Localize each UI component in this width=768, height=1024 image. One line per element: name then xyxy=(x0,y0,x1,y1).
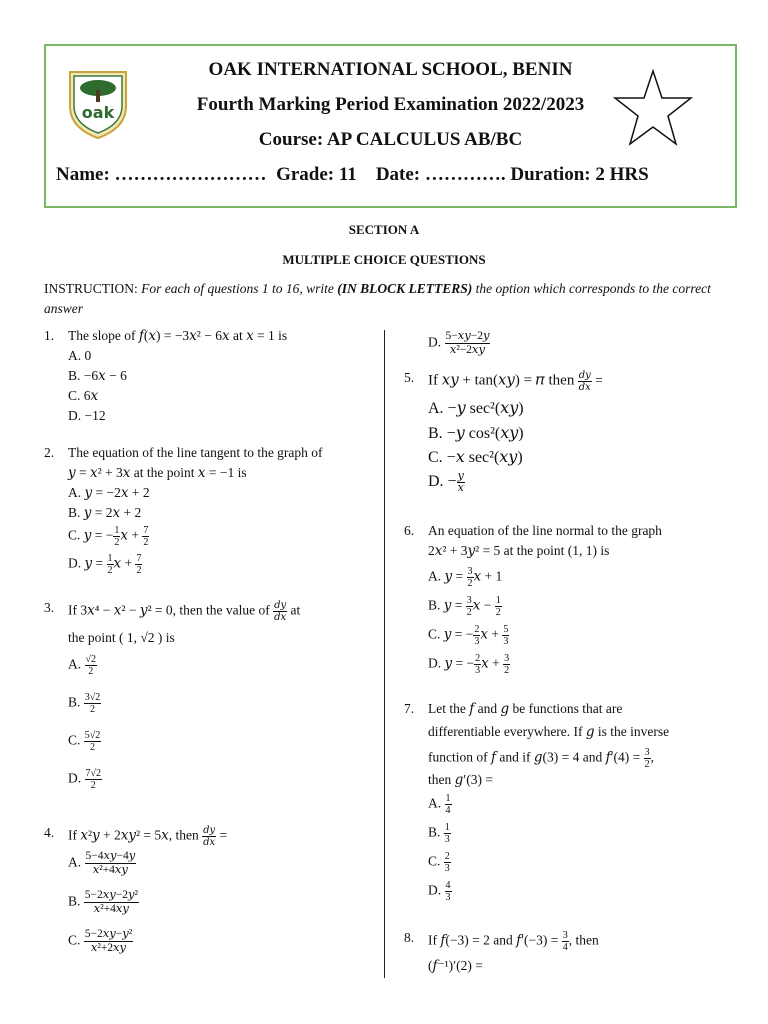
q8-stem-line2: (𝑓⁻¹)′(2) = xyxy=(428,958,483,973)
q7-stem-line4: then 𝑔′(3) = xyxy=(428,772,493,787)
q7-stem-line3: function of 𝑓 and if 𝑔(3) = 4 and 𝑓′(4) = $\frac{3}{2}$ , xyxy=(428,747,655,770)
name-field: Name: …………………… xyxy=(56,164,267,185)
q2-option-c: C. 𝑦 = − $\frac{1}{2}$ 𝑥 + $\frac{7}{2}$ xyxy=(68,525,149,548)
header-box xyxy=(44,44,737,208)
q6-option-c: C. 𝑦 = − $\frac{2}{3}$ 𝑥 + $\frac{5}{3}$ xyxy=(428,624,509,647)
q4-option-c: C. $\frac{\text{5−2𝑥𝑦−𝑦²}}{\text{𝑥²+2𝑥𝑦}}$ xyxy=(68,928,133,954)
instruction: INSTRUCTION: For each of questions 1 to 16, write (IN BLOCK LETTERS) the option which corresponds to the correct answer xyxy=(44,281,711,316)
q5-option-d: D. − $\frac{\text{𝑦}}{\text{𝑥}}$ xyxy=(428,470,464,494)
q5-option-c: C. −𝑥 sec²(𝑥𝑦) xyxy=(428,449,523,466)
q2-option-d: D. 𝑦 = $\frac{1}{2}$ 𝑥 + $\frac{7}{2}$ xyxy=(68,553,142,576)
q4-option-b: B. $\frac{\text{5−2𝑥𝑦−2𝑦²}}{\text{𝑥²+4𝑥𝑦}}$ xyxy=(68,889,138,915)
section-title: SECTION A xyxy=(348,222,420,237)
course-title: Course: AP CALCULUS AB/BC xyxy=(258,129,523,150)
q3-option-b: B. $\frac{3√2}{2}$ xyxy=(68,692,101,715)
q7-stem-line2: differentiable everywhere. If 𝑔 is the inverse xyxy=(428,724,670,739)
q3-option-a: A. $\frac{√2}{2}$ xyxy=(68,654,96,677)
q3-option-d: D. $\frac{7√2}{2}$ xyxy=(68,768,101,791)
q7-option-a: A. $\frac{1}{4}$ xyxy=(428,793,451,816)
q5-option-b: B. −𝑦 cos²(𝑥𝑦) xyxy=(428,425,524,442)
subsection-title: MULTIPLE CHOICE QUESTIONS xyxy=(282,252,486,267)
q6-stem-line2: 2𝑥² + 3𝑦² = 5 at the point (1, 1) is xyxy=(428,543,610,558)
q5-option-a: A. −𝑦 sec²(𝑥𝑦) xyxy=(428,400,524,417)
grade-field: Grade: 11 xyxy=(276,164,357,185)
q3-stem-line2: the point ( 1, √2 ) is xyxy=(68,630,175,645)
q7-option-b: B. $\frac{1}{3}$ xyxy=(428,822,450,845)
q1-option-d: D. −12 xyxy=(68,408,106,423)
q1-option-b: B. −6𝑥 − 6 xyxy=(68,368,127,383)
q2-option-a: A. 𝑦 = −2𝑥 + 2 xyxy=(68,485,150,500)
q3-option-c: C. $\frac{5√2}{2}$ xyxy=(68,730,101,753)
q7-option-d: D. $\frac{4}{3}$ xyxy=(428,880,451,903)
exam-title: Fourth Marking Period Examination 2022/2023 xyxy=(196,94,585,115)
q6-option-a: A. 𝑦 = $\frac{3}{2}$ 𝑥 + 1 xyxy=(428,566,503,589)
duration-field: Duration: 2 HRS xyxy=(510,164,649,185)
q4-option-a: A. $\frac{\text{5−4𝑥𝑦−4𝑦}}{\text{𝑥²+4𝑥𝑦}}$ xyxy=(68,850,136,876)
q6-option-d: D. 𝑦 = − $\frac{2}{3}$ 𝑥 + $\frac{3}{2}$ xyxy=(428,653,510,676)
star-icon xyxy=(612,68,694,148)
q2-option-b: B. 𝑦 = 2𝑥 + 2 xyxy=(68,505,142,520)
q7-option-c: C. $\frac{2}{3}$ xyxy=(428,851,450,874)
q2-stem-line2: 𝑦 = 𝑥² + 3𝑥 at the point 𝑥 = −1 is xyxy=(68,465,247,480)
date-field: Date: …………. xyxy=(375,164,506,185)
q4-option-d: D. $\frac{\text{5−𝑥𝑦−2𝑦}}{\text{𝑥²−2𝑥𝑦}}$ xyxy=(428,330,490,356)
q6-option-b: B. 𝑦 = $\frac{3}{2}$ 𝑥 − $\frac{1}{2}$ xyxy=(428,595,501,618)
svg-text:oak: oak xyxy=(81,103,115,122)
column-divider xyxy=(384,330,385,978)
student-info-line xyxy=(56,164,649,186)
q1-option-c: C. 6𝑥 xyxy=(68,388,99,403)
q1-option-a: A. 0 xyxy=(68,348,92,363)
school-name: OAK INTERNATIONAL SCHOOL, BENIN xyxy=(208,59,573,80)
